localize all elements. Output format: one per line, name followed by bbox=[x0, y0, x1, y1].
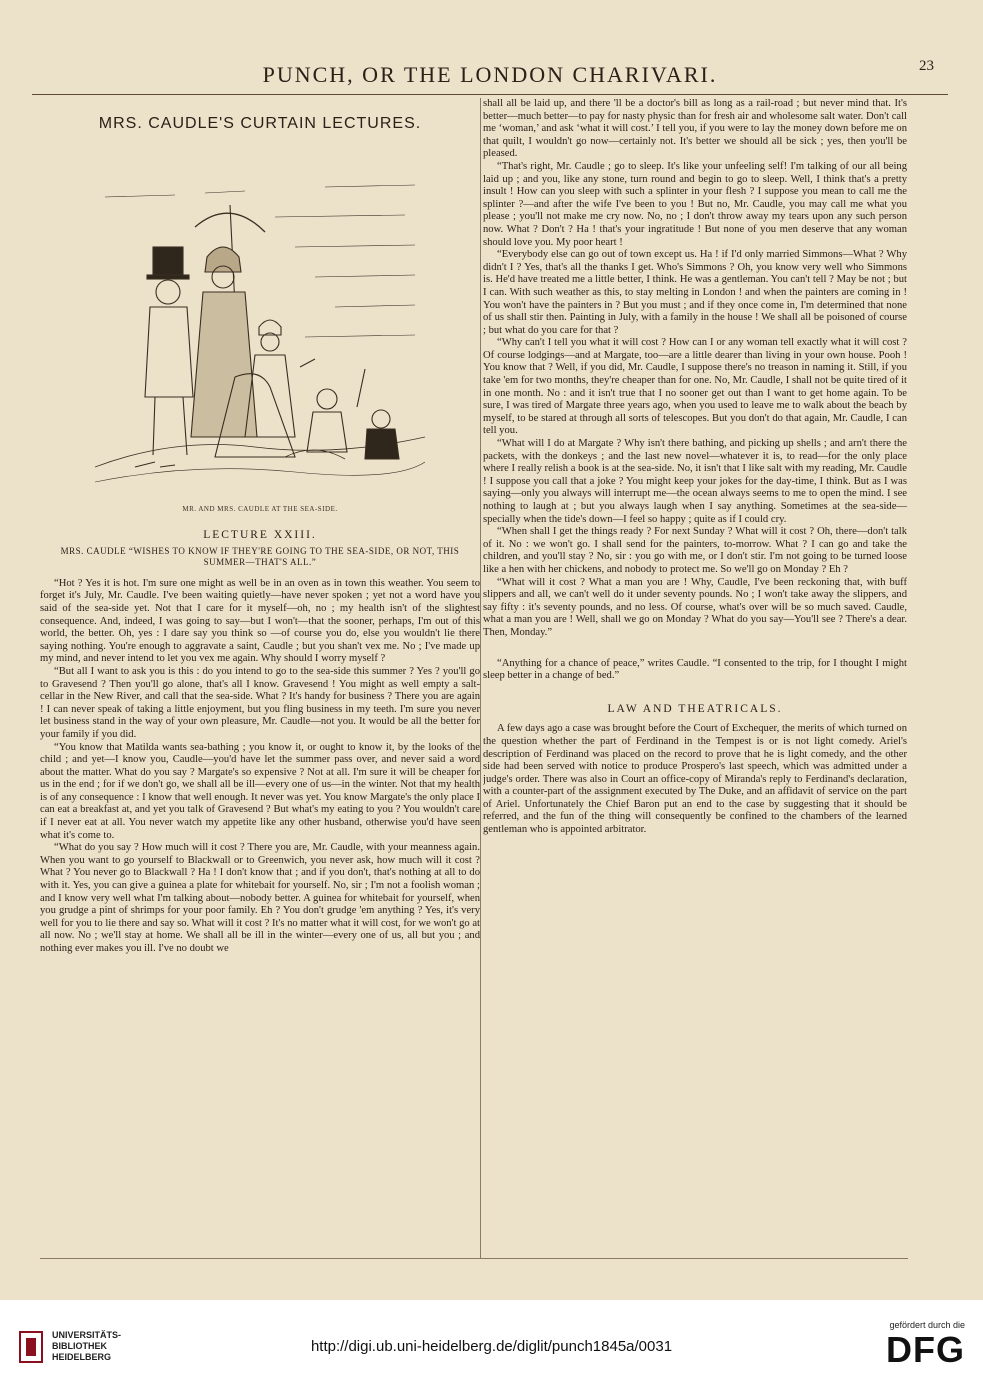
article-paragraph: “When shall I get the things ready ? For next Sunday ? What will it cost ? Oh, there—don't talk of it. No : we won't go. I shall send for the painters, to-morrow. What ? I can go and take the children, and you'll stay ? No, sir : you go with me, or I don't stir. I'm not going to be turned loose like a hen with her chickens, and nobody to protect me. So we'll go on Monday ? Eh ? bbox=[483, 526, 907, 575]
law-paragraph: A few days ago a case was brought before the Court of Exchequer, the merits of which turned on the question whether the part of Ferdinand in the Tempest is or is not light comedy. Ariel's description of Ferdinand was placed on the record to prove that he is light comedy, and the other side had been served with notice to produce Prospero's last speech, which was admitted under a judge's order. There was also in Court an office-copy of Miranda's reply to Ferdinand's declaration, with a counter-part of the assignment executed by The Duke, and an affidavit of service on the part of Ariel. Unfortunately the Chief Baron put an end to the case by suggesting that it should be referred, and the fun of the thing will consequently be confined to the chambers of the learned gentleman who is appointed arbitrator. bbox=[483, 723, 907, 836]
lecture-subtitle: MRS. CAUDLE “WISHES TO KNOW IF THEY'RE GOING TO THE SEA-SIDE, OR NOT, THIS SUMMER—THAT'S ALL.” bbox=[60, 545, 460, 567]
funding-text: gefördert durch die bbox=[889, 1320, 965, 1330]
source-url[interactable]: http://digi.ub.uni-heidelberg.de/diglit/punch1845a/0031 bbox=[310, 1338, 673, 1355]
right-column bbox=[483, 98, 907, 1258]
sea-side-illustration bbox=[95, 137, 425, 497]
illustration-drawing bbox=[95, 137, 425, 497]
article-paragraph: “But all I want to ask you is this : do you intend to go to the sea-side this summer ? Yes ? you'll go to Gravesend ? Then you'll go alone, that's all I know. Gravesend ! You might as well empty a salt-cellar in the New River, and call that the sea-side. What ? It's handy for business ? There you are again ! I can never speak of taking a little enjoyment, but you fling business in my teeth. I'm sure you never let business stand in the way of your own pleasure, Mr. Caudle—not you. It would be all the better for your family if you did. bbox=[40, 665, 480, 740]
page-header bbox=[32, 58, 948, 95]
bottom-rule bbox=[40, 1258, 908, 1259]
page-number: 23 bbox=[919, 58, 934, 74]
section-title: LAW AND THEATRICALS. bbox=[607, 702, 783, 715]
library-name: UNIVERSITÄTS- BIBLIOTHEK HEIDELBERG bbox=[52, 1330, 122, 1362]
feature-title: MRS. CAUDLE'S CURTAIN LECTURES. bbox=[98, 115, 422, 132]
article-paragraph: “Everybody else can go out of town except us. Ha ! if I'd only married Simmons—What ? Why didn't I ? Yes, that's all the thanks I get. Who's Simmons ? Oh, you know very well who Simmons is. He'd have treated me a little better, I think. He was a gentleman. You can't tell ? May be not ; but I can. With such weather as this, to stay melting in London ! and when the painters are coming in ! You won't have the painters in ? But you must ; and if they once come in, I'm determined that none of us shall stir then. Painting in July, with a family in the house ! We shall all be poisoned of course ; but what do you care for that ? bbox=[483, 249, 907, 336]
article-paragraph: “What will it cost ? What a man you are ! Why, Caudle, I've been reckoning that, with buff slippers and all, we can't well do it under seventy pounds. No ; I won't take away the slippers, and say fifty : it's seventy pounds, and no less. Of course, what's over will be so much saved. Caudle, what a man you are ! Well, shall we go on Monday ? What do you say—You'll see ? There's a dear. Then, Monday.” bbox=[483, 576, 907, 638]
article-paragraph: “You know that Matilda wants sea-bathing ; you know it, or ought to know it, by the looks of the child ; and yet—I know you, Caudle—you'd have let the summer pass over, and never said a word about the matter. What do you say ? Margate's so expensive ? Not at all. I'm sure it will be cheaper for us in the end ; for if we don't go, we shall all be ill—every one of us—in the winter. Not that my health is of any consequence : I know that well enough. It never was yet. You know Margate's the only place I can eat a breakfast at, and yet you talk of Gravesend ? But what's my eating to you ? You wouldn't care if I never eat at all. You never watch my appetite like any other husband, otherwise you'd have seen what it's come to. bbox=[40, 741, 480, 841]
dfg-logo: DFG bbox=[886, 1329, 965, 1370]
article-paragraph: “That's right, Mr. Caudle ; go to sleep. It's like your unfeeling self! I'm talking of our all being laid up ; and you, like any stone, turn round and begin to go to sleep. Well, I think that's a pretty insult ! How can you sleep with such a splinter in your flesh ? I suppose you mean to call me the splinter ?—and after the wife I've been to you ! But no, Mr. Caudle, you may call me what you please ; you'll not make me cry now. No, no ; I don't throw away my tears upon any such person now. What ? Don't ? Ha ! that's your ingratitude ! But none of you men deserve that any woman should love you. My poor heart ! bbox=[483, 160, 907, 248]
funding-block bbox=[825, 1320, 965, 1370]
article-paragraph: “Hot ? Yes it is hot. I'm sure one might as well be in an oven as in town this weather. You seem to forget it's July, Mr. Caudle. I've been waiting quietly—have never spoken ; yet not a word have you said of the sea-side yet. Not that I care for it myself—oh, no ; my health isn't of the slightest consequence. And, indeed, I was going to say—but I won't—that the sooner, perhaps, I'm out of this world, the better. Oh, yes : I dare say you think so —of course you do, else you wouldn't lie there saying nothing. You're enough to aggravate a saint, Caudle ; but you shan't vex me. No ; I've made up my mind, and never intend to let you vex me again. Why should I worry myself ? bbox=[40, 577, 480, 665]
article-paragraph: “What will I do at Margate ? Why isn't there bathing, and picking up shells ; and arn't there the packets, with the donkeys ; and the last new novel—whatever it is, to read—for the only place where I really relish a book is at the sea-side. No, it isn't that I like salt with my reading, Mr. Caudle ! I suppose you call that a joke ? You might keep your jokes for the day-time, I think. But as I was saying—only you always will interrupt me—the ocean always seems to me to open the mind. I see nothing to laugh at ; but you always laugh when I say anything. Sometimes at the sea-side—specially when the tide's down—I feel so happy ; quite as if I could cry. bbox=[483, 438, 907, 525]
masthead: PUNCH, OR THE LONDON CHARIVARI. bbox=[262, 62, 718, 87]
article-paragraph: “Why can't I tell you what it will cost ? How can I or any woman tell exactly what it will cost ? Of course lodgings—and at Margate, too—are a little dearer than living in your own house. Pooh ! You know that ? Well, if you did, Mr. Caudle, I suppose there's no treason in naming it. Still, if you take 'em for two months, they're cheaper than for one. No, Mr. Caudle, I shall not be quite tired of it in one month. No : and it isn't true that I no sooner get out than I want to get home again. To be sure, I was tired of Margate three years ago, when you used to leave me to walk about the beach by myself, to be stared at through all sorts of telescopes. But you don't do that again, Mr. Caudle, I can tell you. bbox=[483, 337, 907, 437]
closing-paragraph: “Anything for a chance of peace,” writes Caudle. “I consented to the trip, for I thought I might sleep better in a change of bed.” bbox=[483, 657, 907, 682]
column-divider bbox=[480, 98, 481, 1258]
article-paragraph: “What do you say ? How much will it cost ? There you are, Mr. Caudle, with your meanness again. When you want to go yourself to Blackwall or to Greenwich, you never ask, how much will it cost ? What ? You never go to Blackwall ? Ha ! I don't know that ; and if you don't, that's nothing at all to do with it. Yes, you can give a guinea a plate for whitebait for yourself. No, sir ; I'm not a foolish woman ; and I know very well what I'm talking about—nobody better. A guinea for whitebait for yourself, when you grudge a pint of shrimps for your poor family. Eh ? You don't grudge 'em anything ? Yes, it's very well for you to lie there and say so. What will it cost ? It's no matter what it will cost, for we won't go at all now. No ; we'll stay at home. We shall all be ill in the winter—every one of us, all but you ; and nothing ever makes you ill. I've no doubt we bbox=[40, 842, 480, 954]
footer-bar bbox=[0, 1300, 983, 1388]
left-column bbox=[40, 100, 480, 1255]
illustration-caption: MR. AND MRS. CAUDLE AT THE SEA-SIDE. bbox=[182, 504, 338, 513]
article-paragraph: shall all be laid up, and there 'll be a doctor's bill as long as a rail-road ; but never mind that. It's better—much better—to pay for nasty physic than for fresh air and wholesome salt water. Don't call me ‘woman,’ and ask ‘what it will cost.’ I tell you, if you were to lay the money down before me on that quilt, I wouldn't go now—certainly not. It's better we should all be sick ; yes, then you'll be pleased. bbox=[483, 98, 907, 160]
lecture-heading: LECTURE XXIII. bbox=[203, 529, 317, 542]
